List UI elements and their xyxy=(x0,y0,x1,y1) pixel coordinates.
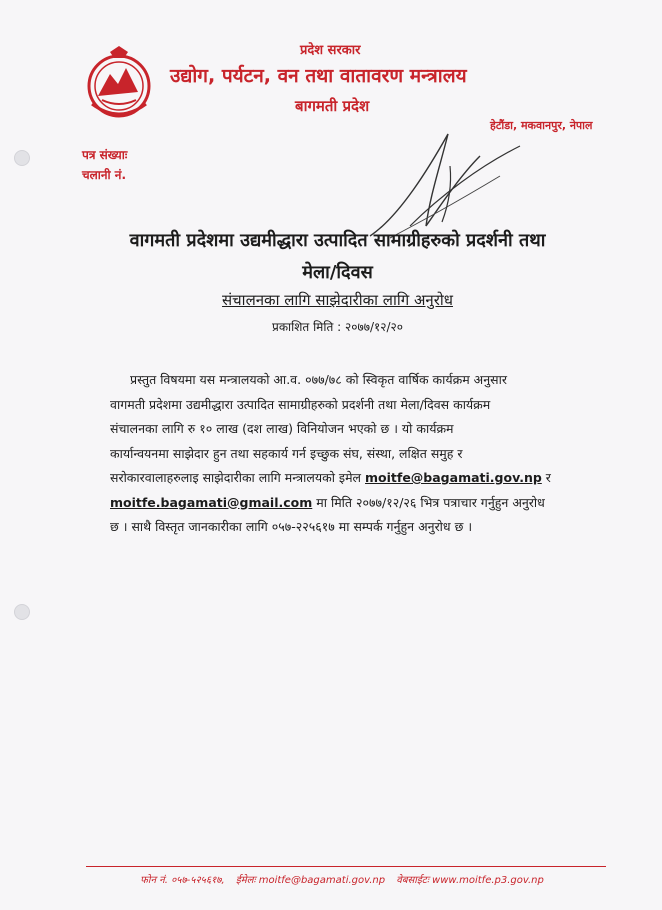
notice-subtitle xyxy=(100,290,575,310)
notice-title-line1: वागमती प्रदेशमा उद्यमीद्धारा उत्पादित सामाग्रीहरुको प्रदर्शनी तथा xyxy=(129,230,546,251)
office-address: हेटौंडा, मकवानपुर, नेपाल xyxy=(490,119,593,132)
published-date: प्रकाशित मिति : २०७७/१२/२० xyxy=(272,320,403,334)
ministry-email-link[interactable]: moitfe@bagamati.gov.np xyxy=(365,470,542,485)
body-line: संचालनका लागि रु १० लाख (दश लाख) विनियोजन भएको छ । यो कार्यक्रम xyxy=(110,421,454,436)
letter-number-label: पत्र संख्याः xyxy=(82,148,128,162)
punch-hole xyxy=(14,604,30,620)
body-line: moitfe.bagamati@gmail.com मा मिति २०७७/१२/२६ भित्र पत्राचार गर्नुहुन अनुरोध xyxy=(110,494,545,510)
nepal-emblem-icon xyxy=(80,44,158,122)
body-line: सरोकारवालाहरुलाइ साझेदारीका लागि मन्त्रालयको इमेल moitfe@bagamati.gov.np र xyxy=(110,470,551,485)
notice-title-line2: मेला/दिवस xyxy=(302,262,373,283)
ministry-name: उद्योग, पर्यटन, वन तथा वातावरण मन्त्रालय xyxy=(170,65,467,87)
footer-website[interactable]: वेबसाईटः www.moitfe.p3.gov.np xyxy=(396,875,544,886)
dispatch-number-label: चलानी नं. xyxy=(82,168,127,182)
footer-phone: फोन नं. ०५७-५२५६१७, xyxy=(140,875,225,886)
province-name: बागमती प्रदेश xyxy=(295,97,370,115)
body-line: प्रस्तुत विषयमा यस मन्त्रालयको आ.व. ०७७/७८ को स्विकृत वार्षिक कार्यक्रम अनुसार xyxy=(130,372,507,387)
footer xyxy=(86,872,606,886)
body-line: कार्यान्वयनमा साझेदार हुन तथा सहकार्य गर्न इच्छुक संघ, संस्था, लक्षित समुह र xyxy=(110,445,463,461)
body-line: छ । साथै विस्तृत जानकारीका लागि ०५७-२२५६१७ मा सम्पर्क गर्नुहुन अनुरोध छ । xyxy=(110,519,473,534)
footer-divider xyxy=(86,866,606,867)
government-label: प्रदेश सरकार xyxy=(300,43,361,58)
punch-hole xyxy=(14,150,30,166)
body-line: वागमती प्रदेशमा उद्यमीद्धारा उत्पादित सामाग्रीहरुको प्रदर्शनी तथा मेला/दिवस कार्यक्रम xyxy=(110,396,491,412)
footer-email[interactable]: ईमेलः moitfe@bagamati.gov.np xyxy=(235,875,386,886)
notice-body xyxy=(110,368,580,540)
gmail-email-link[interactable]: moitfe.bagamati@gmail.com xyxy=(110,494,313,510)
notice-subtitle-text: संचालनका लागि साझेदारीका लागि अनुरोध xyxy=(222,291,453,309)
